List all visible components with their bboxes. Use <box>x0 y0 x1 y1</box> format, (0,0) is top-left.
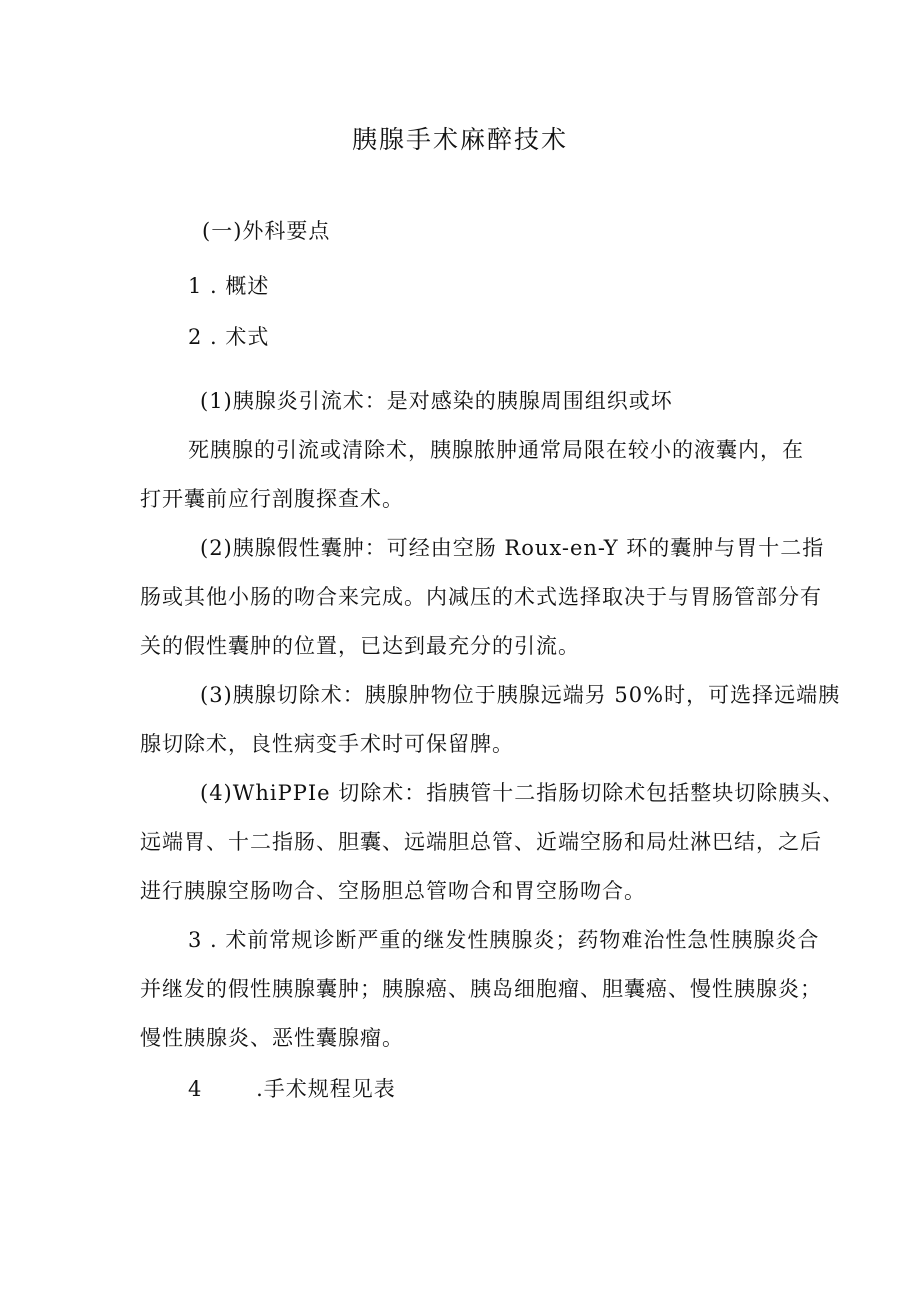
paragraph-drainage-line-3: 打开囊前应行剖腹探查术。 <box>140 487 404 511</box>
paragraph-drainage-line-2: 死胰腺的引流或清除术，胰腺脓肿通常局限在较小的液囊内，在 <box>188 438 804 462</box>
list-item-procedures: 2 . 术式 <box>188 325 270 349</box>
section-heading: (一)外科要点 <box>202 219 331 243</box>
document-title: 胰腺手术麻醉技术 <box>351 125 568 154</box>
list-item-procedure-table: 4 .手术规程见表 <box>188 1077 396 1101</box>
list-item-overview: 1 . 概述 <box>188 274 270 298</box>
paragraph-drainage-line-1: (1)胰腺炎引流术：是对感染的胰腺周围组织或坏 <box>200 389 673 413</box>
paragraph-pseudocyst-line-2: 肠或其他小肠的吻合来完成。内减压的术式选择取决于与胃肠管部分有 <box>140 585 822 609</box>
paragraph-indications-line-1: 3 . 术前常规诊断严重的继发性胰腺炎；药物难治性急性胰腺炎合 <box>188 928 820 952</box>
paragraph-resection-line-2: 腺切除术，良性病变手术时可保留脾。 <box>140 732 514 756</box>
paragraph-pseudocyst-line-1: (2)胰腺假性囊肿：可经由空肠 Roux-en-Y 环的囊肿与胃十二指 <box>200 536 825 560</box>
paragraph-whipple-line-3: 进行胰腺空肠吻合、空肠胆总管吻合和胃空肠吻合。 <box>140 879 646 903</box>
paragraph-pseudocyst-line-3: 关的假性囊肿的位置，已达到最充分的引流。 <box>140 634 580 658</box>
paragraph-resection-line-1: (3)胰腺切除术：胰腺肿物位于胰腺远端另 50%时，可选择远端胰 <box>200 683 841 707</box>
paragraph-indications-line-3: 慢性胰腺炎、恶性囊腺瘤。 <box>140 1026 404 1050</box>
paragraph-whipple-line-2: 远端胃、十二指肠、胆囊、远端胆总管、近端空肠和局灶淋巴结，之后 <box>140 830 822 854</box>
paragraph-whipple-line-1: (4)WhiPPIe 切除术：指胰管十二指肠切除术包括整块切除胰头、 <box>200 781 845 805</box>
paragraph-indications-line-2: 并继发的假性胰腺囊肿；胰腺癌、胰岛细胞瘤、胆囊癌、慢性胰腺炎； <box>140 977 822 1001</box>
